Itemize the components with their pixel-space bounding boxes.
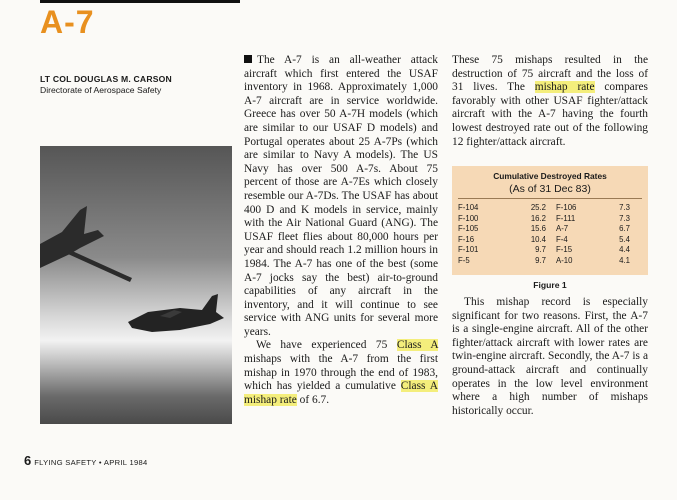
destroyed-rates-table	[452, 166, 648, 275]
rate-left: 9.7	[535, 255, 546, 265]
aircraft-left: F-5	[458, 255, 470, 265]
rate-right: 6.7	[619, 224, 630, 233]
highlight-rate: mishap rate	[534, 81, 595, 94]
article-title: A-7	[40, 4, 95, 40]
table-row	[452, 245, 648, 255]
rate-right: 7.3	[619, 203, 630, 212]
rate-right: 5.4	[619, 234, 630, 244]
rate-left: 16.2	[530, 213, 546, 223]
highlight-mishap-rate: Class A mishap rate	[244, 380, 438, 406]
aircraft-silhouettes	[40, 146, 232, 424]
aircraft-right: A-10	[556, 255, 573, 265]
aircraft-right: A-7	[556, 224, 569, 233]
table-row	[452, 203, 648, 213]
paragraph-mishaps: We have experienced 75 Class A mishaps with the A-7 from the first mishap in 1970 through the end of 1983, which has yielded a cumulative Class A mishap rate of 6.7.	[244, 339, 439, 406]
rate-left: 25.2	[530, 203, 546, 212]
text-column-3-top	[452, 54, 648, 149]
table-row	[452, 256, 648, 266]
figure-caption: Figure 1	[533, 280, 567, 290]
text-column-2	[244, 54, 438, 407]
rate-right: 4.1	[619, 255, 630, 265]
section-bullet	[244, 55, 252, 63]
rate-left: 15.6	[530, 224, 546, 233]
aircraft-right: F-15	[556, 245, 573, 254]
table-row	[452, 214, 648, 224]
aircraft-photo	[40, 146, 232, 424]
aircraft-left: F-105	[458, 224, 479, 233]
aircraft-left: F-104	[458, 203, 479, 212]
refueling-boom	[68, 250, 132, 282]
header-rule	[40, 0, 240, 3]
rate-right: 4.4	[619, 245, 630, 254]
aircraft-right: F-4	[556, 234, 568, 244]
figure-divider	[458, 198, 642, 199]
table-row	[452, 235, 648, 245]
author-affiliation: Directorate of Aerospace Safety	[40, 85, 162, 95]
page-footer	[24, 452, 148, 470]
tanker-silhouette	[40, 206, 104, 268]
figure-subtitle: (As of 31 Dec 83)	[509, 183, 591, 195]
page-number: 6	[24, 453, 32, 468]
aircraft-left: F-16	[458, 234, 475, 244]
rate-left: 9.7	[535, 245, 546, 254]
aircraft-left: F-101	[458, 245, 479, 254]
publication-line: FLYING SAFETY • APRIL 1984	[34, 458, 148, 467]
aircraft-left: F-100	[458, 213, 479, 223]
rate-left: 10.4	[530, 234, 546, 244]
paragraph-intro: The A-7 is an all-weather attack aircraft which first entered the USAF inventory in 1968. Approximately 1,000 A-7 aircraft are in service worldwide. Greece has over 50 A-7H models (which are similar to our USAF D models) and Portugal operates about 25 A-7Ps (which are similar to Navy A models). The US Navy has over 500 A-7s. About 75 percent of those are A-7Es which closely resemble our A-7Ds. The USAF has about 400 D and K models in service, mainly with the Air National Guard (ANG). The USAF fleet flies about 80,000 hours per year and should reach 1.2 million hours in 1984. The A-7 has one of the best (some A-7 jocks say the best) air-to-ground capabilities of any aircraft in the inventory, and it will continue to see service with ANG units for several more years.	[244, 54, 438, 338]
table-row	[452, 224, 648, 234]
highlight-class-a: Class A	[396, 339, 439, 352]
paragraph-significance: This mishap record is especially significant for two reasons. First, the A-7 is a single-engine aircraft. All of the other fighter/attack aircraft with lower rates are twin-engine aircraft. Secondly, the A-7 is a ground-attack aircraft and continually operates in the low level environment where a high number of mishaps historically occur.	[452, 296, 648, 417]
paragraph-losses: These 75 mishaps resulted in the destruction of 75 aircraft and the loss of 31 lives. The mishap rate compares favorably with other USAF fighter/attack aircraft with the A-7 having the fourth lowest destroyed rate out of the following 12 fighter/attack aircraft.	[452, 54, 648, 148]
rate-right: 7.3	[619, 213, 630, 223]
aircraft-right: F-111	[556, 213, 576, 223]
text-column-3-bottom	[452, 296, 648, 418]
author-name: LT COL DOUGLAS M. CARSON	[40, 74, 172, 84]
figure-title: Cumulative Destroyed Rates	[493, 171, 607, 181]
aircraft-right: F-106	[556, 203, 577, 212]
